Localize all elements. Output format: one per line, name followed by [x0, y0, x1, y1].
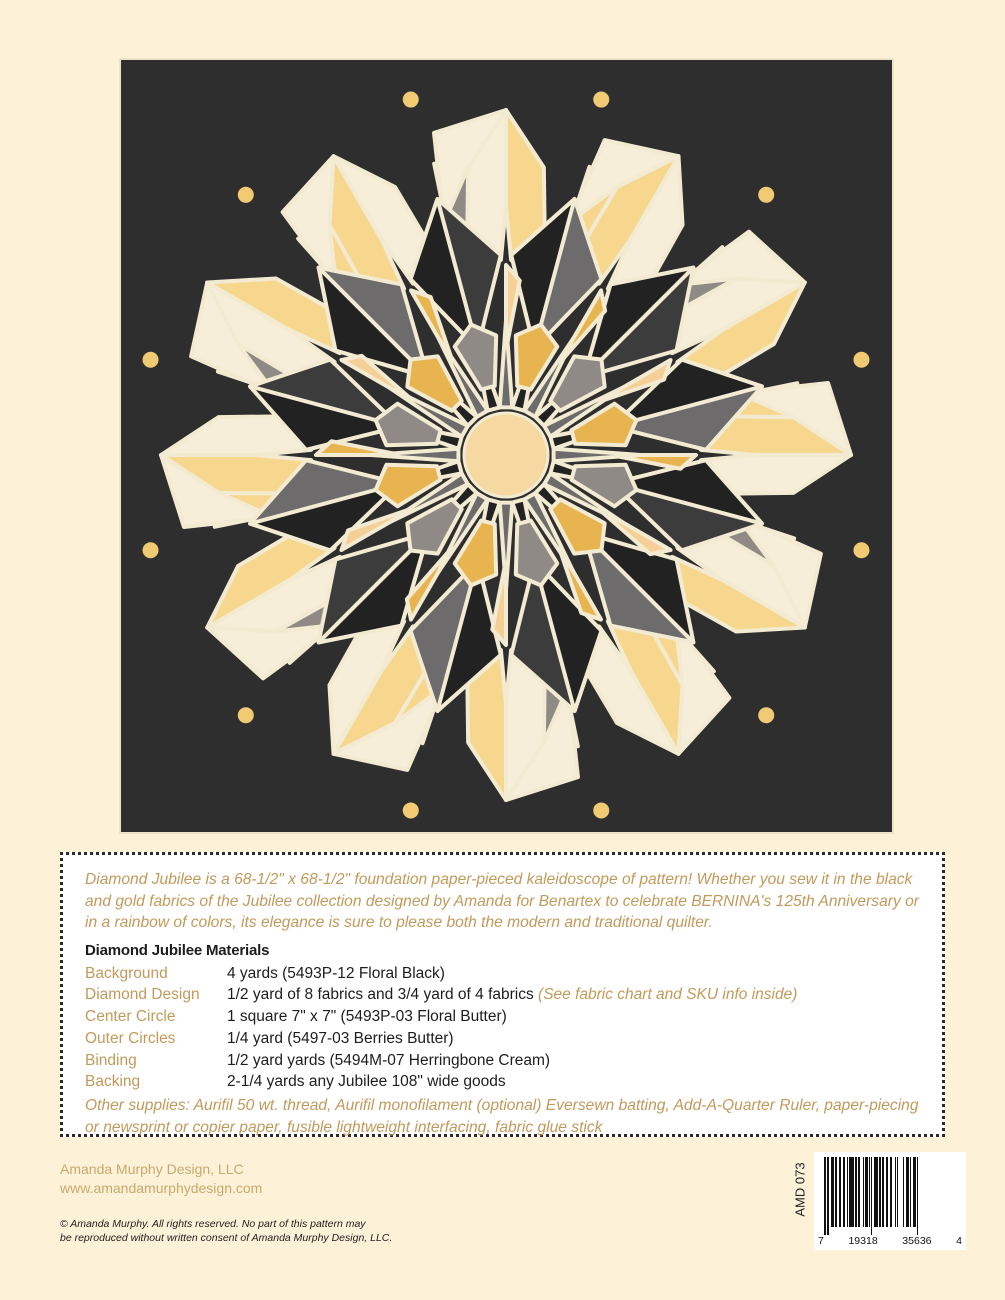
company-name: Amanda Murphy Design, LLC	[60, 1161, 244, 1177]
material-value: 4 yards (5493P-12 Floral Black)	[227, 964, 445, 982]
material-row-background	[85, 963, 920, 985]
material-value: 1/4 yard (5497-03 Berries Butter)	[227, 1029, 454, 1047]
company-website-link[interactable]: www.amandamurphydesign.com	[60, 1180, 263, 1196]
material-label: Center Circle	[85, 1008, 176, 1026]
material-label: Binding	[85, 1051, 137, 1069]
quilt-image	[121, 60, 892, 832]
copyright-line-2: be reproduced without written consent of Amanda Murphy Design, LLC.	[60, 1232, 393, 1244]
material-value: 1 square 7" x 7" (5493P-03 Floral Butter)	[227, 1008, 507, 1026]
materials-heading: Diamond Jubilee Materials	[85, 941, 270, 959]
material-value: 1/2 yard of 8 fabrics and 3/4 yard of 4 fabrics (See fabric chart and SKU info inside)	[227, 986, 798, 1004]
company-info	[60, 1160, 262, 1198]
pattern-description: Diamond Jubilee is a 68-1/2" x 68-1/2" foundation paper-pieced kaleidoscope of pattern! Whether you sew it in the black and gold fabrics of the Jubilee collection designed by Amanda for Benartex to celebrate BERNINA's 125th Anniversary or in a rainbow of colors, its elegance is sure to please both the modern and traditional quilter.	[85, 871, 919, 931]
barcode-digits: 7 19318 35636 4	[818, 1235, 962, 1247]
material-row-outer-circles	[85, 1028, 920, 1050]
fabric-chart-note: (See fabric chart and SKU info inside)	[538, 986, 798, 1004]
materials-list	[85, 963, 920, 1094]
materials-info-box	[60, 852, 945, 1137]
upc-barcode	[814, 1152, 966, 1250]
material-label: Background	[85, 964, 168, 982]
material-value: 2-1/4 yards any Jubilee 108" wide goods	[227, 1073, 506, 1091]
material-label: Backing	[85, 1073, 141, 1091]
material-row-backing	[85, 1071, 920, 1093]
copyright-line-1: © Amanda Murphy. All rights reserved. No part of this pattern may	[60, 1218, 366, 1230]
kaleidoscope-star-graphic	[121, 60, 892, 832]
material-label: Outer Circles	[85, 1029, 176, 1047]
other-supplies: Other supplies: Aurifil 50 wt. thread, Aurifil monofilament (optional) Eversewn batting, Add-A-Quarter Ruler, paper-piecing or newsprint or copier paper, fusible lightweight interfacing, fabric glue stick	[85, 1097, 919, 1136]
sku-code: AMD 073	[792, 1162, 808, 1217]
material-row-diamond-design	[85, 984, 920, 1006]
barcode-bar	[918, 1157, 919, 1235]
copyright-notice	[60, 1217, 392, 1245]
material-label: Diamond Design	[85, 986, 200, 1004]
barcode-bars	[824, 1157, 946, 1235]
sku-label	[790, 1160, 810, 1220]
material-row-binding	[85, 1050, 920, 1072]
material-value: 1/2 yard yards (5494M-07 Herringbone Cream)	[227, 1051, 551, 1069]
material-row-center-circle	[85, 1006, 920, 1028]
